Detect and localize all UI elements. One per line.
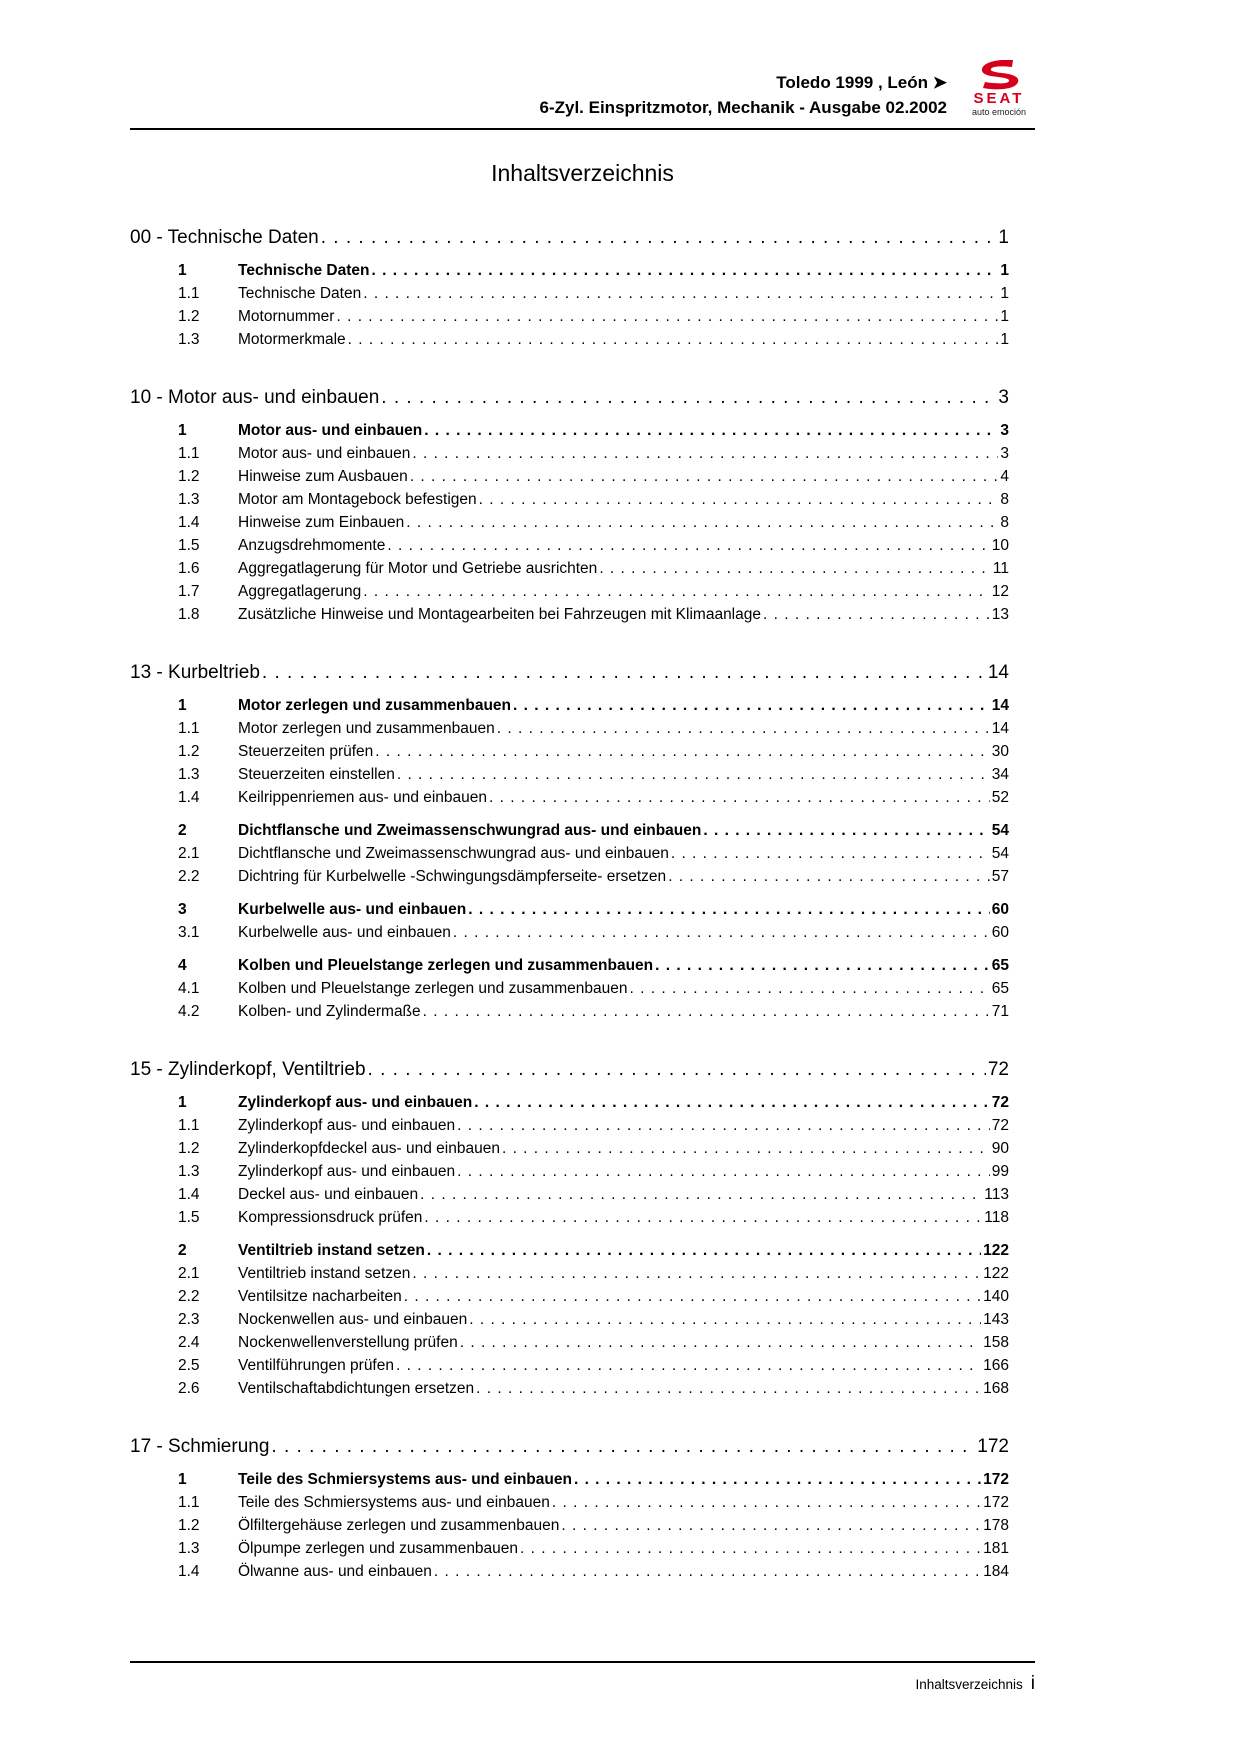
toc-chapter — [130, 1057, 1009, 1400]
dot-leader — [476, 1377, 981, 1400]
entry-title: Ventilschaftabdichtungen ersetzen — [238, 1380, 475, 1397]
toc-entry-row — [130, 1137, 1009, 1160]
toc-entry-row — [130, 282, 1009, 305]
dot-leader — [703, 819, 989, 842]
footer-line — [130, 1673, 1035, 1695]
seat-logo-tagline: auto emoción — [971, 107, 1027, 117]
entry-number: 1 — [178, 1094, 187, 1111]
entry-number: 1 — [178, 697, 187, 714]
entry-title: Kurbelwelle aus- und einbauen — [238, 901, 467, 918]
entry-number: 2.2 — [178, 868, 200, 885]
entry-title: Technische Daten — [238, 285, 362, 302]
dot-leader — [460, 1331, 981, 1354]
toc-entry-row — [130, 1514, 1009, 1537]
entry-title: Ventilsitze nacharbeiten — [238, 1288, 402, 1305]
entry-title: Ventilführungen prüfen — [238, 1357, 394, 1374]
entry-page-number: 113 — [984, 1186, 1009, 1203]
dot-leader — [489, 786, 990, 809]
entry-number: 2.1 — [178, 1265, 200, 1282]
toc-entry-row — [130, 1377, 1009, 1400]
entry-page-number: 178 — [983, 1517, 1009, 1534]
entry-number: 1.2 — [178, 1517, 200, 1534]
dot-leader — [412, 1262, 981, 1285]
dot-leader — [630, 977, 990, 1000]
toc-entry-row — [130, 898, 1009, 921]
entry-title: Keilrippenriemen aus- und einbauen — [238, 789, 488, 806]
entry-number: 1.1 — [178, 1117, 200, 1134]
entry-title: Motornummer — [238, 308, 335, 325]
entry-title: Ölpumpe zerlegen und zusammenbauen — [238, 1540, 519, 1557]
entry-title: Ventiltrieb instand setzen — [238, 1265, 411, 1282]
dot-leader — [497, 717, 990, 740]
chapter-title: 13 - Kurbeltrieb — [130, 662, 260, 683]
entry-page-number: 166 — [983, 1357, 1009, 1374]
toc-entry-row — [130, 1537, 1009, 1560]
dot-leader — [552, 1491, 981, 1514]
chapter-heading-row — [130, 1057, 1009, 1083]
chapter-page-number: 72 — [987, 1059, 1009, 1080]
entry-page-number: 65 — [991, 980, 1009, 997]
toc-entry-row — [130, 1468, 1009, 1491]
dot-leader — [424, 1206, 982, 1229]
entry-page-number: 1 — [1000, 285, 1009, 302]
entry-title: Steuerzeiten einstellen — [238, 766, 395, 783]
dot-leader — [423, 1000, 990, 1023]
chapter-title: 00 - Technische Daten — [130, 227, 319, 248]
dot-leader — [763, 603, 990, 626]
toc-chapter — [130, 225, 1009, 351]
header-rule — [130, 128, 1035, 130]
entry-page-number: 184 — [983, 1563, 1009, 1580]
table-of-contents — [130, 225, 1035, 1583]
page-title: Inhaltsverzeichnis — [491, 160, 674, 186]
toc-entry-row — [130, 1206, 1009, 1229]
entry-page-number: 99 — [991, 1163, 1009, 1180]
footer-rule — [130, 1661, 1035, 1663]
entry-page-number: 8 — [1000, 491, 1009, 508]
dot-leader — [410, 465, 999, 488]
entry-page-number: 168 — [983, 1380, 1009, 1397]
chapter-heading-row — [130, 1434, 1009, 1460]
entry-title: Steuerzeiten prüfen — [238, 743, 374, 760]
entry-page-number: 118 — [984, 1209, 1009, 1226]
entry-number: 1.1 — [178, 445, 200, 462]
entry-number: 1.8 — [178, 606, 200, 623]
entry-title: Hinweise zum Einbauen — [238, 514, 405, 531]
entry-page-number: 14 — [991, 720, 1009, 737]
dot-leader — [457, 1114, 990, 1137]
entry-page-number: 181 — [983, 1540, 1009, 1557]
entry-title: Ventiltrieb instand setzen — [238, 1242, 425, 1259]
entry-number: 1.2 — [178, 1140, 200, 1157]
entry-title: Aggregatlagerung für Motor und Getriebe ausrichten — [238, 560, 598, 577]
dot-leader — [434, 1560, 981, 1583]
toc-entry-row — [130, 511, 1009, 534]
toc-entry-row — [130, 1285, 1009, 1308]
chapter-page-number: 14 — [987, 662, 1009, 683]
dot-leader — [479, 488, 999, 511]
chapter-heading-row — [130, 660, 1009, 686]
entry-page-number: 60 — [991, 901, 1009, 918]
entry-title: Motor zerlegen und zusammenbauen — [238, 697, 512, 714]
entry-title: Kolben- und Zylindermaße — [238, 1003, 421, 1020]
footer-page-number: i — [1030, 1673, 1035, 1694]
toc-entry-row — [130, 954, 1009, 977]
entry-page-number: 90 — [991, 1140, 1009, 1157]
entry-page-number: 34 — [991, 766, 1009, 783]
entry-page-number: 14 — [991, 697, 1009, 714]
entry-number: 4.2 — [178, 1003, 200, 1020]
entry-number: 2.1 — [178, 845, 200, 862]
toc-entry-row — [130, 419, 1009, 442]
toc-entry-row — [130, 921, 1009, 944]
entry-page-number: 30 — [991, 743, 1009, 760]
toc-entry-row — [130, 977, 1009, 1000]
entry-page-number: 65 — [991, 957, 1009, 974]
toc-entry-row — [130, 328, 1009, 351]
entry-number: 2.4 — [178, 1334, 200, 1351]
toc-entry-row — [130, 763, 1009, 786]
entry-page-number: 71 — [991, 1003, 1009, 1020]
dot-leader — [375, 740, 989, 763]
toc-entry-row — [130, 1262, 1009, 1285]
entry-number: 1.5 — [178, 1209, 200, 1226]
entry-page-number: 3 — [1000, 445, 1009, 462]
dot-leader — [336, 305, 998, 328]
entry-page-number: 10 — [991, 537, 1009, 554]
entry-title: Kurbelwelle aus- und einbauen — [238, 924, 451, 941]
dot-leader — [424, 419, 998, 442]
entry-page-number: 13 — [991, 606, 1009, 623]
entry-page-number: 172 — [983, 1471, 1009, 1488]
dot-leader — [420, 1183, 982, 1206]
toc-entry-row — [130, 842, 1009, 865]
toc-entry-row — [130, 1308, 1009, 1331]
header-text — [540, 60, 948, 120]
footer-section-label: Inhaltsverzeichnis — [915, 1677, 1023, 1692]
entry-title: Motormerkmale — [238, 331, 346, 348]
chapter-heading-row — [130, 385, 1009, 411]
entry-number: 1.3 — [178, 1163, 200, 1180]
toc-entry-row — [130, 819, 1009, 842]
toc-entry-row — [130, 305, 1009, 328]
toc-entry-row — [130, 717, 1009, 740]
entry-title: Teile des Schmiersystems aus- und einbauen — [238, 1494, 550, 1511]
entry-title: Dichtflansche und Zweimassenschwungrad aus- und einbauen — [238, 845, 669, 862]
entry-page-number: 172 — [983, 1494, 1009, 1511]
dot-leader — [513, 694, 990, 717]
dot-leader — [381, 385, 996, 411]
entry-page-number: 1 — [1000, 331, 1009, 348]
entry-title: Kolben und Pleuelstange zerlegen und zusammenbauen — [238, 957, 654, 974]
toc-entry-row — [130, 1091, 1009, 1114]
dot-leader — [372, 259, 999, 282]
entry-number: 2 — [178, 1242, 187, 1259]
toc-entry-row — [130, 865, 1009, 888]
page-header — [130, 0, 1035, 120]
entry-page-number: 54 — [991, 845, 1009, 862]
dot-leader — [368, 1057, 986, 1083]
entry-number: 1.2 — [178, 743, 200, 760]
chapter-title: 17 - Schmierung — [130, 1436, 270, 1457]
entry-title: Zylinderkopf aus- und einbauen — [238, 1094, 473, 1111]
dot-leader — [668, 865, 990, 888]
chapter-page-number: 3 — [998, 387, 1009, 408]
entry-title: Motor aus- und einbauen — [238, 422, 423, 439]
chapter-title: 10 - Motor aus- und einbauen — [130, 387, 380, 408]
entry-number: 3 — [178, 901, 187, 918]
entry-number: 3.1 — [178, 924, 200, 941]
toc-entry-row — [130, 603, 1009, 626]
dot-leader — [502, 1137, 990, 1160]
entry-title: Hinweise zum Ausbauen — [238, 468, 408, 485]
toc-entry-row — [130, 1354, 1009, 1377]
dot-leader — [348, 328, 999, 351]
toc-entry-row — [130, 534, 1009, 557]
entry-page-number: 12 — [991, 583, 1009, 600]
entry-title: Motor aus- und einbauen — [238, 445, 411, 462]
dot-leader — [387, 534, 989, 557]
entry-title: Dichtflansche und Zweimassenschwungrad aus- und einbauen — [238, 822, 702, 839]
entry-number: 1.3 — [178, 1540, 200, 1557]
entry-page-number: 143 — [983, 1311, 1009, 1328]
toc-entry-row — [130, 442, 1009, 465]
entry-number: 1.6 — [178, 560, 200, 577]
dot-leader — [671, 842, 990, 865]
entry-number: 1.7 — [178, 583, 200, 600]
entry-title: Teile des Schmiersystems aus- und einbauen — [238, 1471, 572, 1488]
entry-title: Zylinderkopf aus- und einbauen — [238, 1163, 456, 1180]
entry-title: Nockenwellen aus- und einbauen — [238, 1311, 468, 1328]
entry-number: 1.3 — [178, 491, 200, 508]
entry-title: Anzugsdrehmomente — [238, 537, 386, 554]
entry-number: 1 — [178, 1471, 187, 1488]
entry-title: Zylinderkopfdeckel aus- und einbauen — [238, 1140, 500, 1157]
toc-entry-row — [130, 1000, 1009, 1023]
toc-entry-row — [130, 694, 1009, 717]
dot-leader — [655, 954, 990, 977]
entry-number: 1.4 — [178, 1563, 200, 1580]
dot-leader — [469, 1308, 981, 1331]
entry-page-number: 1 — [1000, 262, 1009, 279]
toc-entry-row — [130, 488, 1009, 511]
entry-number: 2.5 — [178, 1357, 200, 1374]
dot-leader — [427, 1239, 981, 1262]
toc-entry-row — [130, 557, 1009, 580]
entry-page-number: 140 — [983, 1288, 1009, 1305]
entry-title: Motor zerlegen und zusammenbauen — [238, 720, 495, 737]
toc-entry-row — [130, 1114, 1009, 1137]
dot-leader — [520, 1537, 981, 1560]
toc-chapter — [130, 660, 1009, 1023]
entry-page-number: 52 — [991, 789, 1009, 806]
entry-number: 1.4 — [178, 514, 200, 531]
entry-number: 1.4 — [178, 1186, 200, 1203]
entry-number: 2.3 — [178, 1311, 200, 1328]
entry-number: 1.4 — [178, 789, 200, 806]
toc-entry-row — [130, 1331, 1009, 1354]
entry-page-number: 8 — [1000, 514, 1009, 531]
entry-page-number: 72 — [991, 1094, 1009, 1111]
dot-leader — [271, 1434, 975, 1460]
entry-title: Deckel aus- und einbauen — [238, 1186, 419, 1203]
dot-leader — [474, 1091, 990, 1114]
dot-leader — [262, 660, 986, 686]
toc-entry-row — [130, 1160, 1009, 1183]
header-edition-line: 6-Zyl. Einspritzmotor, Mechanik - Ausgabe 02.2002 — [539, 98, 947, 117]
dot-leader — [397, 763, 990, 786]
entry-title: Kolben und Pleuelstange zerlegen und zusammenbauen — [238, 980, 628, 997]
dot-leader — [457, 1160, 990, 1183]
dot-leader — [363, 580, 990, 603]
dot-leader — [599, 557, 991, 580]
entry-title: Zusätzliche Hinweise und Montagearbeiten bei Fahrzeugen mit Klimaanlage — [238, 606, 761, 623]
chapter-title: 15 - Zylinderkopf, Ventiltrieb — [130, 1059, 366, 1080]
dot-leader — [321, 225, 997, 251]
entry-number: 2.6 — [178, 1380, 200, 1397]
entry-title: Ölfiltergehäuse zerlegen und zusammenbauen — [238, 1517, 560, 1534]
toc-entry-row — [130, 1183, 1009, 1206]
dot-leader — [406, 511, 998, 534]
entry-number: 1.1 — [178, 720, 200, 737]
dot-leader — [404, 1285, 981, 1308]
toc-entry-row — [130, 786, 1009, 809]
entry-number: 2.2 — [178, 1288, 200, 1305]
chapter-heading-row — [130, 225, 1009, 251]
entry-page-number: 11 — [992, 560, 1009, 577]
entry-page-number: 122 — [983, 1265, 1009, 1282]
toc-chapter — [130, 1434, 1009, 1583]
toc-entry-row — [130, 580, 1009, 603]
header-model-line: Toledo 1999 , León ➤ — [776, 73, 947, 92]
entry-number: 1 — [178, 262, 187, 279]
entry-title: Ölwanne aus- und einbauen — [238, 1563, 432, 1580]
entry-number: 1.3 — [178, 766, 200, 783]
toc-entry-row — [130, 259, 1009, 282]
dot-leader — [396, 1354, 981, 1377]
toc-entry-row — [130, 740, 1009, 763]
entry-number: 1.1 — [178, 1494, 200, 1511]
toc-entry-row — [130, 465, 1009, 488]
entry-page-number: 3 — [1000, 422, 1009, 439]
entry-title: Motor am Montagebock befestigen — [238, 491, 477, 508]
entry-number: 1.1 — [178, 285, 200, 302]
entry-number: 2 — [178, 822, 187, 839]
entry-page-number: 72 — [991, 1117, 1009, 1134]
entry-number: 1.5 — [178, 537, 200, 554]
toc-entry-row — [130, 1491, 1009, 1514]
toc-entry-row — [130, 1560, 1009, 1583]
entry-number: 1.2 — [178, 468, 200, 485]
entry-title: Technische Daten — [238, 262, 370, 279]
entry-page-number: 54 — [991, 822, 1009, 839]
dot-leader — [561, 1514, 981, 1537]
page-footer — [130, 1661, 1035, 1695]
toc-chapter — [130, 385, 1009, 626]
entry-title: Nockenwellenverstellung prüfen — [238, 1334, 458, 1351]
entry-number: 1 — [178, 422, 187, 439]
entry-page-number: 4 — [1000, 468, 1009, 485]
entry-page-number: 122 — [983, 1242, 1009, 1259]
entry-number: 1.3 — [178, 331, 200, 348]
entry-page-number: 57 — [991, 868, 1009, 885]
entry-title: Kompressionsdruck prüfen — [238, 1209, 423, 1226]
entry-title: Dichtring für Kurbelwelle -Schwingungsdämpferseite- ersetzen — [238, 868, 667, 885]
dot-leader — [412, 442, 998, 465]
chapter-page-number: 172 — [977, 1436, 1009, 1457]
chapter-page-number: 1 — [998, 227, 1009, 248]
dot-leader — [574, 1468, 981, 1491]
seat-logo-wordmark: SEAT — [973, 90, 1025, 107]
entry-title: Zylinderkopf aus- und einbauen — [238, 1117, 456, 1134]
dot-leader — [363, 282, 998, 305]
dot-leader — [468, 898, 990, 921]
seat-logo — [963, 60, 1035, 117]
seat-emblem-icon — [977, 60, 1021, 90]
entry-number: 4 — [178, 957, 187, 974]
dot-leader — [453, 921, 990, 944]
entry-page-number: 1 — [1000, 308, 1009, 325]
entry-number: 4.1 — [178, 980, 200, 997]
entry-page-number: 60 — [991, 924, 1009, 941]
toc-entry-row — [130, 1239, 1009, 1262]
entry-title: Aggregatlagerung — [238, 583, 362, 600]
entry-number: 1.2 — [178, 308, 200, 325]
entry-page-number: 158 — [983, 1334, 1009, 1351]
